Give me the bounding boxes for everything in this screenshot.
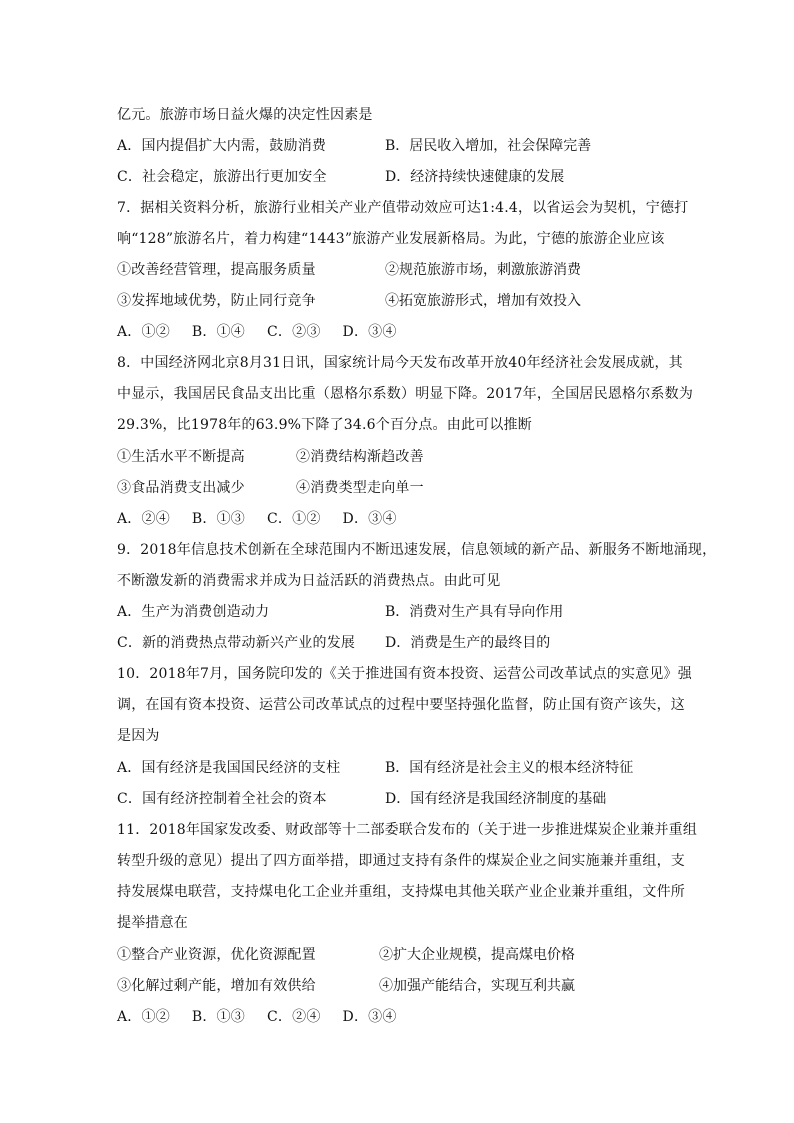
q6-option-b: B．居民收入增加，社会保障完善 [385, 138, 592, 154]
q8-item-1: ①生活水平不断提高 [117, 449, 245, 465]
q8-choices [117, 508, 419, 528]
q11-stem-line-3: 持发展煤电联营，支持煤电化工企业并重组，支持煤电其他关联产业企业兼并重组，文件所 [117, 884, 685, 900]
q9-stem-line-2: 不断激发新的消费需求并成为日益活跃的消费热点。由此可见 [117, 573, 501, 589]
q6-option-a: A．国内提倡扩大内需，鼓励消费 [117, 138, 327, 154]
q11-choice-d: D．③④ [342, 1009, 397, 1025]
q6-option-d: D．经济持续快速健康的发展 [385, 169, 565, 185]
q8-item-2: ②消费结构渐趋改善 [296, 449, 424, 465]
q7-item-4: ④拓宽旅游形式，增加有效投入 [385, 293, 581, 309]
q11-stem-line-2: 转型升级的意见）提出了四方面举措，即通过支持有条件的煤炭企业之间实施兼并重组，支 [117, 853, 685, 869]
q8-stem-line-2: 中显示，我国居民食品支出比重（恩格尔系数）明显下降。2017年，全国居民恩格尔系数为 [117, 386, 694, 402]
q9-option-a: A．生产为消费创造动力 [117, 604, 270, 620]
q7-choice-d: D．③④ [342, 324, 397, 340]
q8-item-3: ③食品消费支出减少 [117, 480, 245, 496]
q8-stem-line-1: 8．中国经济网北京8月31日讯，国家统计局今天发布改革开放40年经济社会发展成就，其 [117, 355, 683, 371]
q10-option-b: B．国有经济是社会主义的根本经济特征 [385, 760, 634, 776]
q8-choice-b: B．①③ [191, 511, 246, 527]
q6-option-c: C．社会稳定，旅游出行更加安全 [117, 169, 327, 185]
q11-choice-c: C．②④ [267, 1009, 321, 1025]
q10-stem-line-1: 10．2018年7月，国务院印发的《关于推进国有资本投资、运营公司改革试点的实意见》强 [117, 666, 692, 682]
q8-stem-line-3: 29.3%，比1978年的63.9%下降了34.6个百分点。由此可以推断 [117, 417, 532, 433]
q9-stem-line-1: 9．2018年信息技术创新在全球范围内不断迅速发展，信息领域的新产品、新服务不断地涌现， [117, 542, 717, 558]
q11-stem-line-4: 提举措意在 [117, 915, 188, 931]
q11-choices [117, 1006, 419, 1026]
q11-item-2: ②扩大企业规模，提高煤电价格 [379, 947, 575, 963]
q7-choices [117, 321, 419, 341]
q11-item-3: ③化解过剩产能，增加有效供给 [117, 978, 316, 994]
q7-choice-c: C．②③ [267, 324, 321, 340]
q10-option-c: C．国有经济控制着全社会的资本 [117, 791, 327, 807]
q7-item-2: ②规范旅游市场，刺激旅游消费 [385, 262, 581, 278]
q9-option-b: B．消费对生产具有导向作用 [385, 604, 564, 620]
q11-stem-line-1: 11．2018年国家发改委、财政部等十二部委联合发布的（关于进一步推进煤炭企业兼并重组 [117, 822, 698, 838]
q10-stem-line-2: 调，在国有资本投资、运营公司改革试点的过程中要坚持强化监督，防止国有资产该失，这 [117, 697, 685, 713]
q7-item-1: ①改善经营管理，提高服务质量 [117, 262, 316, 278]
q7-item-3: ③发挥地域优势，防止同行竞争 [117, 293, 316, 309]
q8-choice-d: D．③④ [342, 511, 397, 527]
q8-item-4: ④消费类型走向单一 [296, 480, 424, 496]
q8-choice-c: C．①② [267, 511, 321, 527]
q9-option-d: D．消费是生产的最终目的 [385, 635, 551, 651]
q10-stem-line-3: 是因为 [117, 728, 160, 744]
q11-choice-b: B．①③ [191, 1009, 246, 1025]
q11-item-4: ④加强产能结合，实现互利共赢 [379, 978, 575, 994]
q11-item-1: ①整合产业资源，优化资源配置 [117, 947, 316, 963]
q9-option-c: C．新的消费热点带动新兴产业的发展 [117, 635, 356, 651]
question-6-stem-end: 亿元。旅游市场日益火爆的决定性因素是 [117, 107, 373, 123]
q7-choice-a: A．①② [117, 324, 170, 340]
q11-choice-a: A．①② [117, 1009, 170, 1025]
q7-stem-line-1: 7．据相关资料分析，旅游行业相关产业产值带动效应可达1:4.4，以省运会为契机，宁德打 [117, 200, 689, 216]
q10-option-a: A．国有经济是我国国民经济的支柱 [117, 760, 341, 776]
q7-choice-b: B．①④ [191, 324, 246, 340]
q8-choice-a: A．②④ [117, 511, 170, 527]
q10-option-d: D．国有经济是我国经济制度的基础 [385, 791, 607, 807]
q7-stem-line-2: 响“128”旅游名片，着力构建“1443”旅游产业发展新格局。为此，宁德的旅游企业应该 [117, 231, 665, 247]
